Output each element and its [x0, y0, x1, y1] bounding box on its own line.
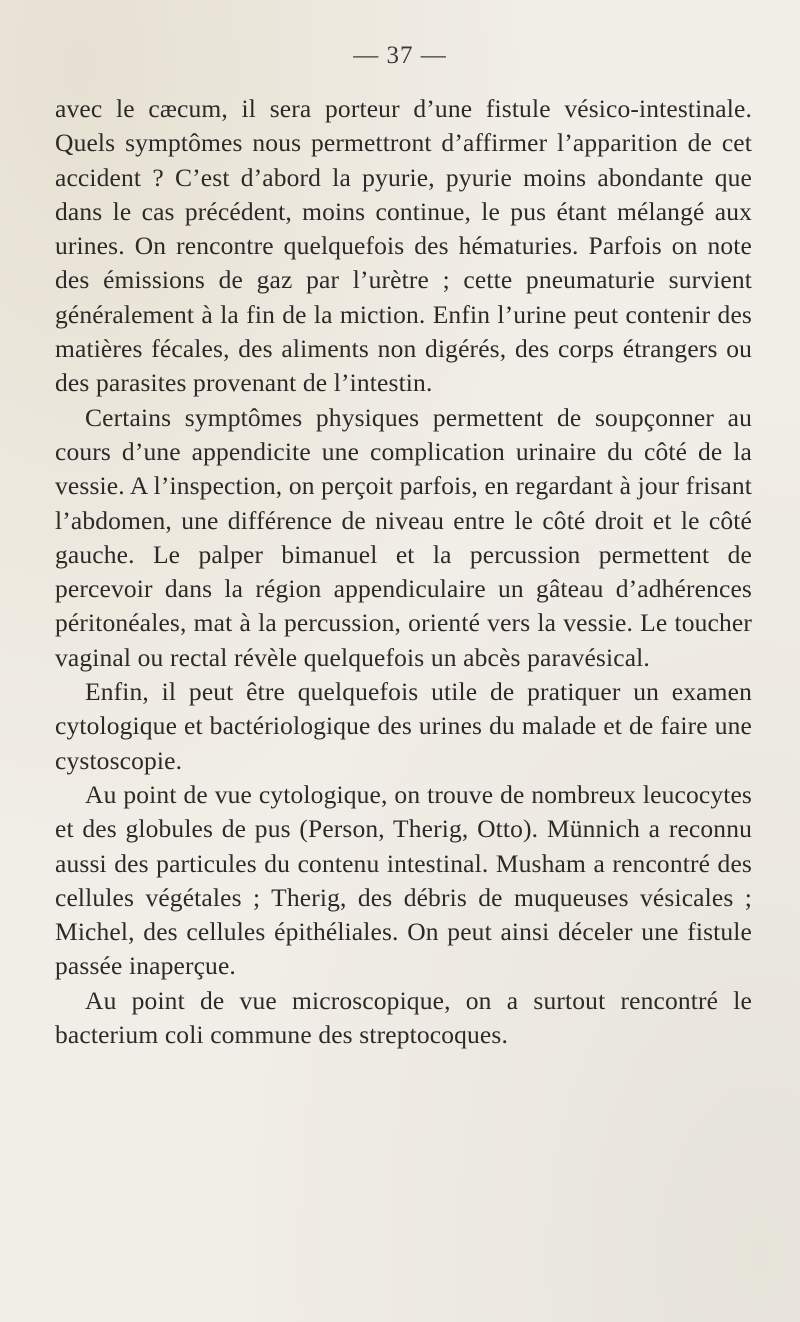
paragraph-cytology: Au point de vue cytologique, on trouve de nombreux leucocytes et des globules de pus (Person, Therig, Otto). Münnich a reconnu aussi des particules du contenu intestinal. Musham a rencontré des cellules végétales ; Therig, des débris de muqueuses vésicales ; Michel, des cellules épithéliales. On peut ainsi déceler une fistule passée inaperçue. [55, 779, 752, 981]
paragraph-microscopy: Au point de vue microscopique, on a surtout rencontré le bacterium coli commune des streptocoques. [55, 985, 752, 1050]
paragraph-physical-signs: Certains symptômes physiques permettent de soupçonner au cours d’une appendicite une complication urinaire du côté de la vessie. A l’inspection, on perçoit parfois, en regardant à jour frisant l’abdomen, une différence de niveau entre le côté droit et le côté gauche. Le palper bimanuel et la percussion permettent de percevoir dans la région appendiculaire un gâteau d’adhérences péritonéales, mat à la percussion, orienté vers la vessie. Le toucher vaginal ou rectal révèle quelquefois un abcès paravésical. [55, 402, 752, 672]
paragraph-fistula-symptoms: avec le cæcum, il sera porteur d’une fistule vésico-intestinale. Quels symptômes nous permettront d’affirmer l’apparition de cet accident ? C’est d’abord la pyurie, pyurie moins abondante que dans le cas précédent, moins continue, le pus étant mélangé aux urines. On rencontre quelquefois des hématuries. Parfois on note des émissions de gaz par l’urètre ; cette pneumaturie survient généralement à la fin de la miction. Enfin l’urine peut contenir des matières fécales, des aliments non digérés, des corps étrangers ou des parasites provenant de l’intestin. [55, 94, 752, 398]
paragraph-examinations: Enfin, il peut être quelquefois utile de pratiquer un examen cytologique et bactériologique des urines du malade et de faire une cystoscopie. [55, 677, 752, 775]
page-number: — 37 — [353, 42, 447, 69]
body-text [55, 92, 752, 1052]
